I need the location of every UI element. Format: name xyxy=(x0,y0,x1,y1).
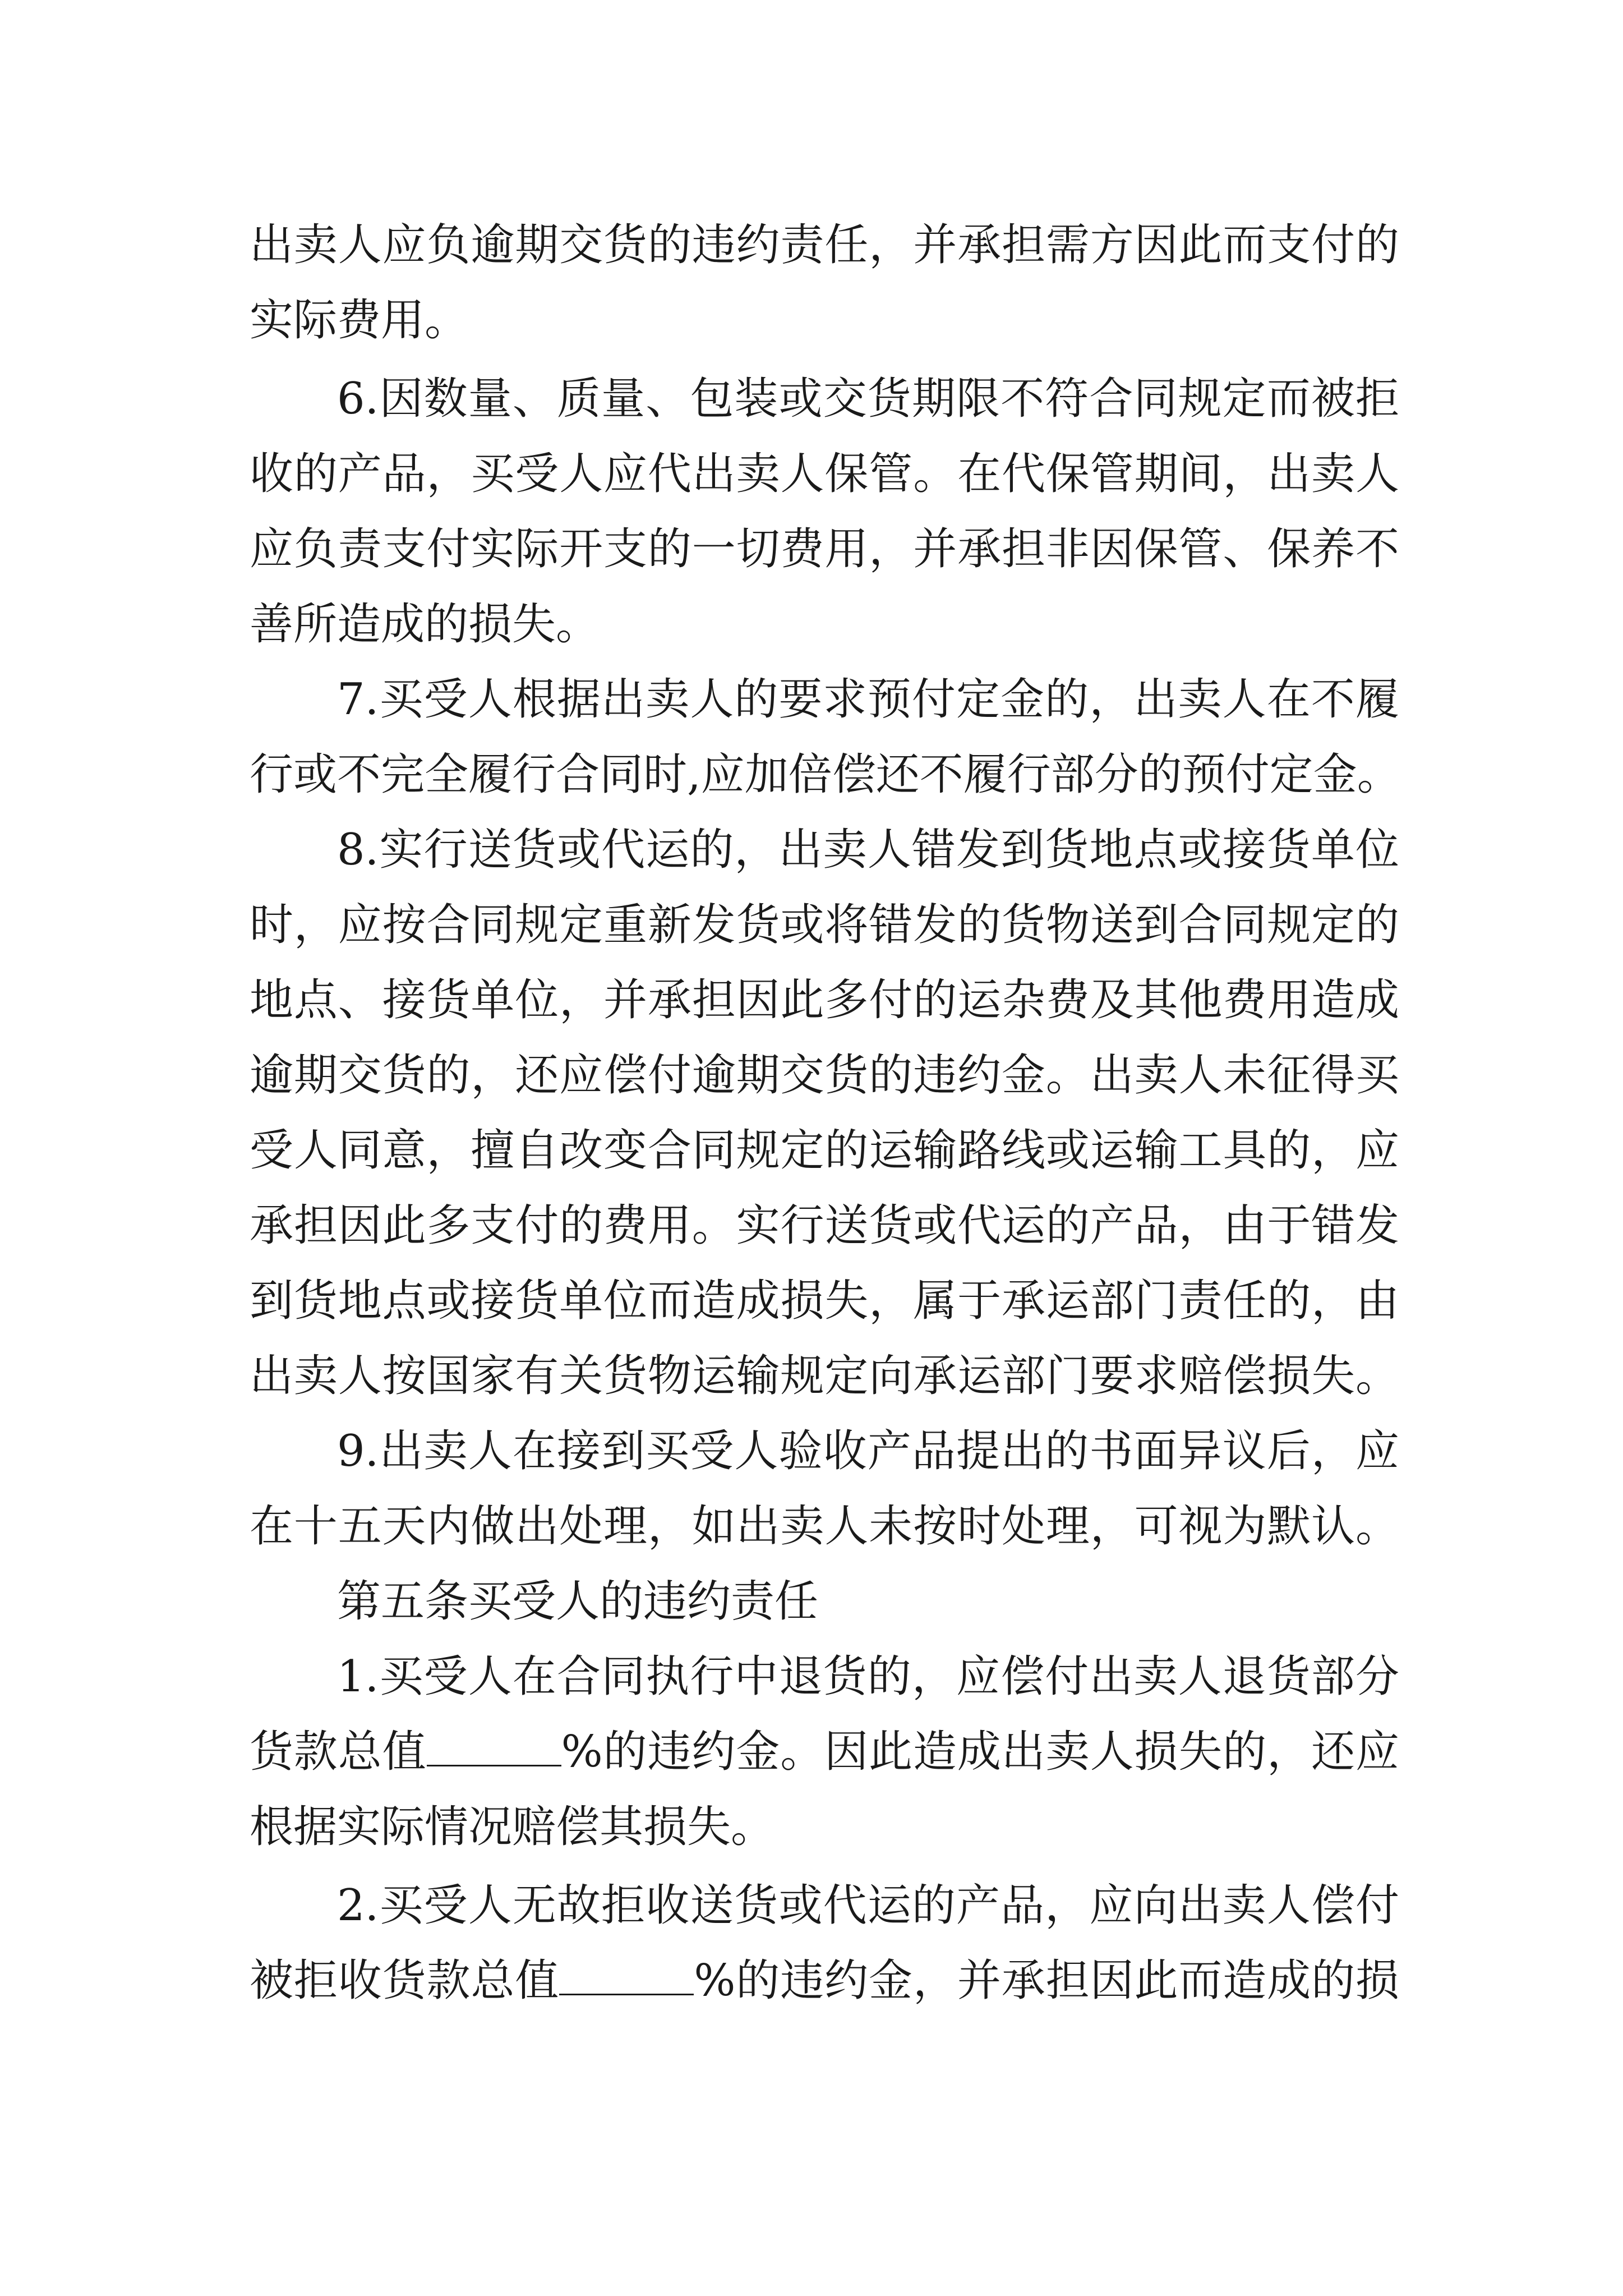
text-line: 逾期交货的，还应偿付逾期交货的违约金。出卖人未征得买 xyxy=(250,1050,1399,1101)
article-5-heading: 第五条买受人的违约责任 xyxy=(337,1576,819,1627)
text-segment: 货款总值 xyxy=(250,1727,427,1777)
text-line: 出卖人按国家有关货物运输规定向承运部门要求赔偿损失。 xyxy=(250,1351,1399,1401)
text-line: 实际费用。 xyxy=(250,295,469,346)
text-line: 根据实际情况赔偿其损失。 xyxy=(250,1802,775,1852)
text-line: 行或不完全履行合同时,应加倍偿还不履行部分的预付定金。 xyxy=(250,749,1401,800)
text-segment: 被拒收货款总值 xyxy=(250,1955,560,2006)
fill-in-blank xyxy=(427,1726,561,1766)
contract-text xyxy=(250,208,1399,2018)
text-line-with-blank xyxy=(250,1714,1399,1789)
text-line-with-blank xyxy=(250,1943,1399,2018)
text-segment: %的违约金。因此造成出卖人损失的，还应 xyxy=(561,1727,1399,1777)
text-line: 到货地点或接货单位而造成损失，属于承运部门责任的，由 xyxy=(250,1276,1399,1326)
clause-7: 7.买受人根据出卖人的要求预付定金的，出卖人在不履 xyxy=(337,674,1399,725)
text-line: 在十五天内做出处理，如出卖人未按时处理，可视为默认。 xyxy=(250,1501,1399,1552)
clause-9: 9.出卖人在接到买受人验收产品提出的书面异议后，应 xyxy=(337,1426,1399,1476)
text-line: 善所造成的损失。 xyxy=(250,599,600,650)
fill-in-blank xyxy=(559,1954,694,1995)
text-line: 收的产品，买受人应代出卖人保管。在代保管期间，出卖人 xyxy=(250,449,1399,499)
text-line: 应负责支付实际开支的一切费用，并承担非因保管、保养不 xyxy=(250,524,1399,574)
article-5-clause-1: 1.买受人在合同执行中退货的，应偿付出卖人退货部分 xyxy=(337,1651,1399,1702)
text-line: 受人同意，擅自改变合同规定的运输路线或运输工具的，应 xyxy=(250,1125,1399,1176)
clause-8: 8.实行送货或代运的，出卖人错发到货地点或接货单位 xyxy=(337,825,1399,875)
article-5-clause-2: 2.买受人无故拒收送货或代运的产品，应向出卖人偿付 xyxy=(337,1880,1399,1931)
text-line: 出卖人应负逾期交货的违约责任，并承担需方因此而支付的 xyxy=(250,220,1399,270)
text-line: 地点、接货单位，并承担因此多付的运杂费及其他费用造成 xyxy=(250,975,1399,1025)
text-line: 时，应按合同规定重新发货或将错发的货物送到合同规定的 xyxy=(250,900,1399,950)
clause-6: 6.因数量、质量、包装或交货期限不符合同规定而被拒 xyxy=(337,374,1399,424)
text-segment: %的违约金，并承担因此而造成的损 xyxy=(694,1955,1399,2006)
text-line: 承担因此多支付的费用。实行送货或代运的产品，由于错发 xyxy=(250,1200,1399,1251)
